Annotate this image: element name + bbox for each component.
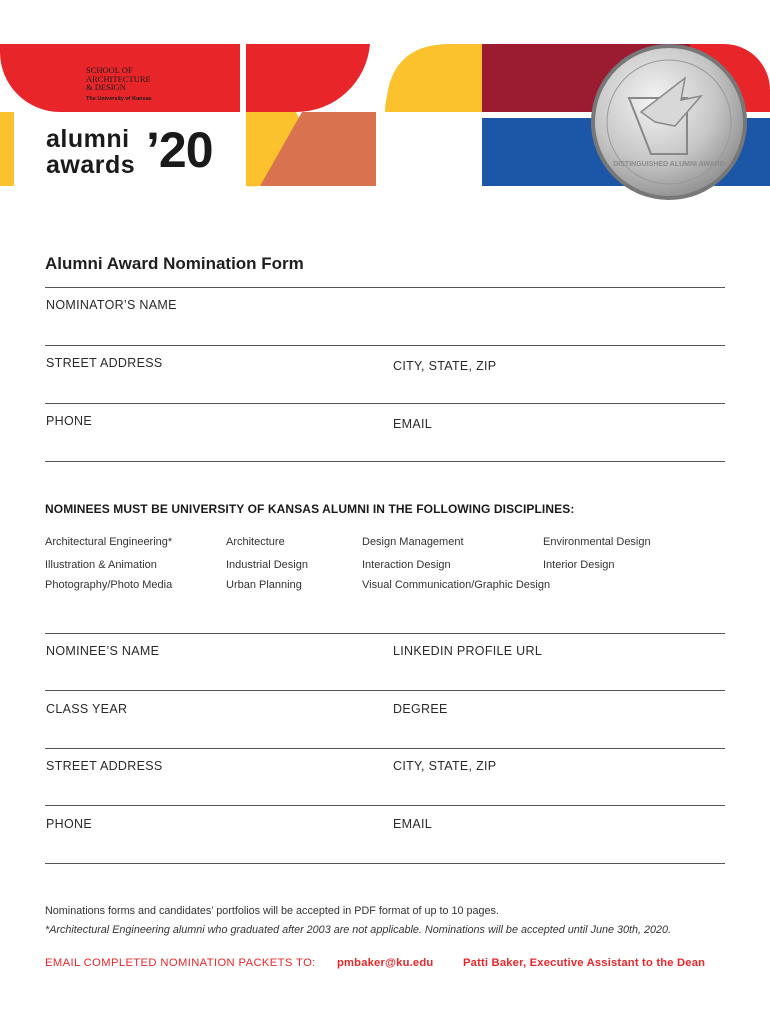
nominee-class-year-field[interactable]: CLASS YEAR — [46, 702, 128, 716]
nominee-street-field[interactable]: STREET ADDRESS — [46, 759, 163, 773]
discipline-item: Environmental Design — [543, 536, 651, 548]
divider — [45, 863, 725, 864]
logo-divider — [86, 93, 152, 94]
awards-word: awards — [46, 151, 136, 179]
nominator-name-field[interactable]: NOMINATOR’S NAME — [46, 298, 177, 312]
divider — [45, 805, 725, 806]
nominee-linkedin-field[interactable]: LINKEDIN PROFILE URL — [393, 644, 543, 658]
nominee-name-field[interactable]: NOMINEE’S NAME — [46, 644, 160, 658]
alumni-word: alumni — [46, 125, 130, 153]
nominator-phone-field[interactable]: PHONE — [46, 414, 92, 428]
divider — [45, 403, 725, 404]
discipline-item: Industrial Design — [226, 559, 308, 571]
medal-inscription: DISTINGUISHED ALUMNI AWARD — [613, 161, 725, 168]
portfolio-note: Nominations forms and candidates’ portfolios will be accepted in PDF format of up to 10 pages. — [45, 905, 499, 917]
form-title: Alumni Award Nomination Form — [45, 254, 304, 273]
discipline-item: Architecture — [226, 536, 285, 548]
divider — [45, 287, 725, 288]
university-name: The University of Kansas — [86, 96, 152, 102]
discipline-item: Interaction Design — [362, 559, 451, 571]
discipline-item: Design Management — [362, 536, 464, 548]
school-name-line: ARCHITECTURE — [86, 73, 151, 84]
school-name-line: SCHOOL OF — [86, 65, 133, 75]
award-medal-icon — [589, 42, 749, 202]
divider — [45, 633, 725, 634]
discipline-item: Urban Planning — [226, 579, 302, 591]
contact-email-link[interactable]: pmbaker@ku.edu — [337, 957, 434, 969]
nominator-street-field[interactable]: STREET ADDRESS — [46, 356, 163, 370]
divider — [45, 345, 725, 346]
discipline-item: Visual Communication/Graphic Design — [362, 579, 551, 591]
alumni-awards-title — [46, 126, 135, 178]
nominee-phone-field[interactable]: PHONE — [46, 817, 92, 831]
discipline-item: Photography/Photo Media — [45, 579, 173, 591]
eligibility-notice: NOMINEES MUST BE UNIVERSITY OF KANSAS ALUMNI IN THE FOLLOWING DISCIPLINES: — [45, 502, 575, 516]
nominator-email-field[interactable]: EMAIL — [393, 417, 433, 431]
ku-logo-letters: KU — [46, 64, 87, 94]
nominee-email-field[interactable]: EMAIL — [393, 817, 433, 831]
award-year: ’20 — [146, 122, 213, 178]
contact-name: Patti Baker, Executive Assistant to the Dean — [463, 957, 706, 969]
submission-instruction: EMAIL COMPLETED NOMINATION PACKETS TO: — [45, 957, 316, 969]
divider — [45, 690, 725, 691]
discipline-item: Illustration & Animation — [45, 559, 157, 571]
divider — [45, 461, 725, 462]
discipline-item: Architectural Engineering* — [45, 536, 173, 548]
school-name — [86, 66, 151, 92]
divider — [45, 748, 725, 749]
school-name-line: & DESIGN — [86, 82, 126, 92]
nominee-degree-field[interactable]: DEGREE — [393, 702, 448, 716]
ku-logo — [46, 64, 156, 104]
nominator-city-field[interactable]: CITY, STATE, ZIP — [393, 359, 497, 373]
nominee-city-field[interactable]: CITY, STATE, ZIP — [393, 759, 497, 773]
eligibility-footnote: *Architectural Engineering alumni who graduated after 2003 are not applicable. Nominations will be accepted until June 30th, 2020. — [45, 924, 672, 936]
discipline-item: Interior Design — [543, 559, 615, 571]
